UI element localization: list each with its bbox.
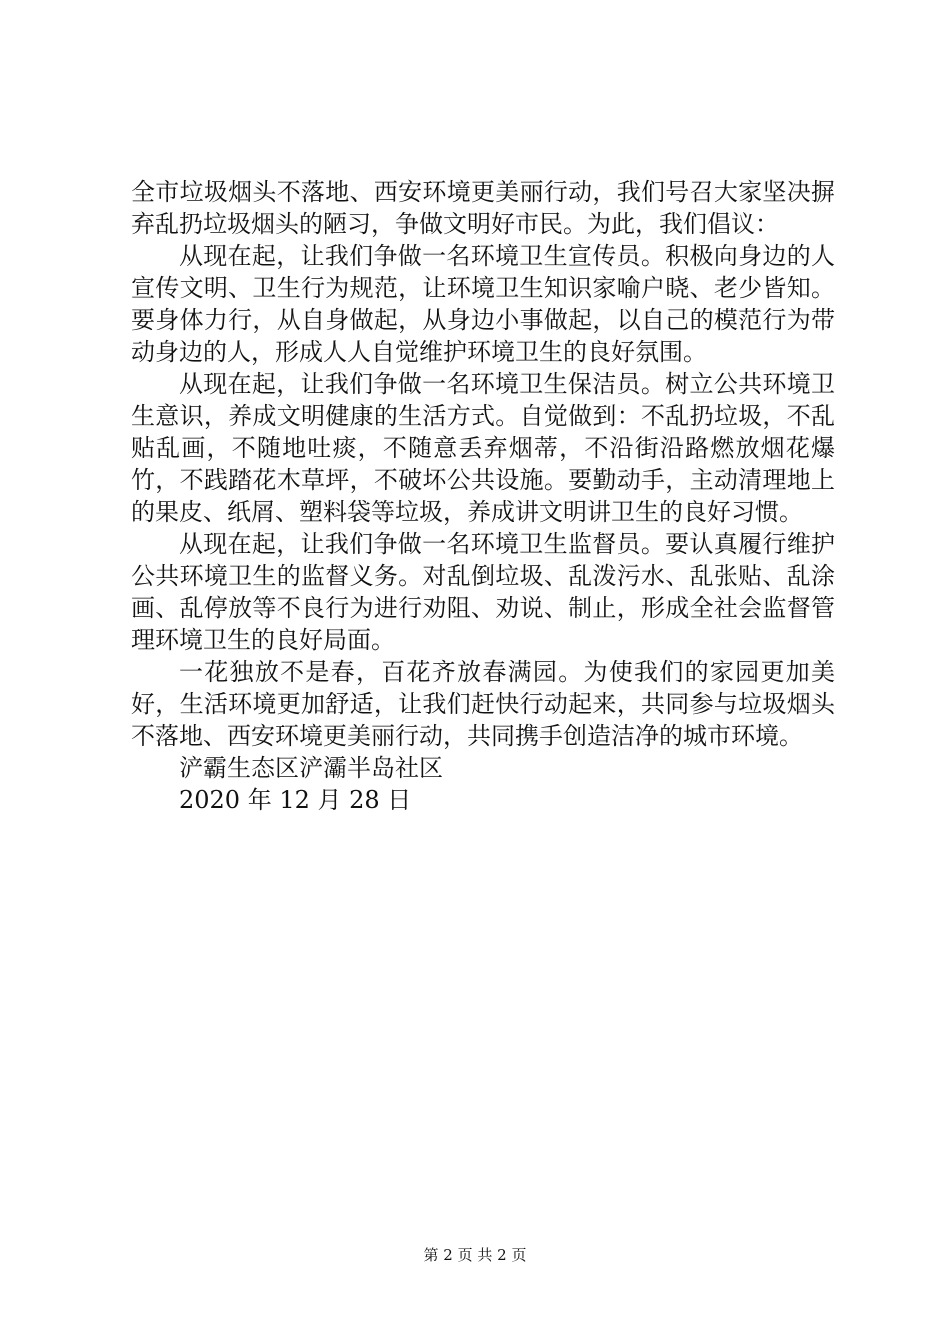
paragraph-continuation: 全市垃圾烟头不落地、西安环境更美丽行动，我们号召大家坚决摒弃乱扔垃圾烟头的陋习，争做文明好市民。为此，我们倡议： (131, 178, 835, 238)
paragraph-publicity: 从现在起，让我们争做一名环境卫生宣传员。积极向身边的人宣传文明、卫生行为规范，让环境卫生知识家喻户晓、老少皆知。要身体力行，从自身做起，从身边小事做起，以自己的模范行为带动身边的人，形成人人自觉维护环境卫生的良好氛围。 (131, 242, 835, 366)
document-body (131, 176, 835, 816)
paragraph-cleaning: 从现在起，让我们争做一名环境卫生保洁员。树立公共环境卫生意识，养成文明健康的生活方式。自觉做到：不乱扔垃圾，不乱贴乱画，不随地吐痰，不随意丢弃烟蒂，不沿街沿路燃放烟花爆竹，不践踏花木草坪，不破坏公共设施。要勤动手，主动清理地上的果皮、纸屑、塑料袋等垃圾，养成讲文明讲卫生的良好习惯。 (131, 370, 835, 526)
page-footer: 第 2 页 共 2 页 (423, 1246, 527, 1264)
signature-date: 2020 年 12 月 28 日 (179, 786, 412, 814)
signature-organization: 浐霸生态区浐灞半岛社区 (179, 754, 443, 782)
paragraph-closing: 一花独放不是春，百花齐放春满园。为使我们的家园更加美好，生活环境更加舒适，让我们赶快行动起来，共同参与垃圾烟头不落地、西安环境更美丽行动，共同携手创造洁净的城市环境。 (131, 658, 835, 750)
paragraph-supervision: 从现在起，让我们争做一名环境卫生监督员。要认真履行维护公共环境卫生的监督义务。对乱倒垃圾、乱泼污水、乱张贴、乱涂画、乱停放等不良行为进行劝阻、劝说、制止，形成全社会监督管理环境卫生的良好局面。 (131, 530, 835, 654)
